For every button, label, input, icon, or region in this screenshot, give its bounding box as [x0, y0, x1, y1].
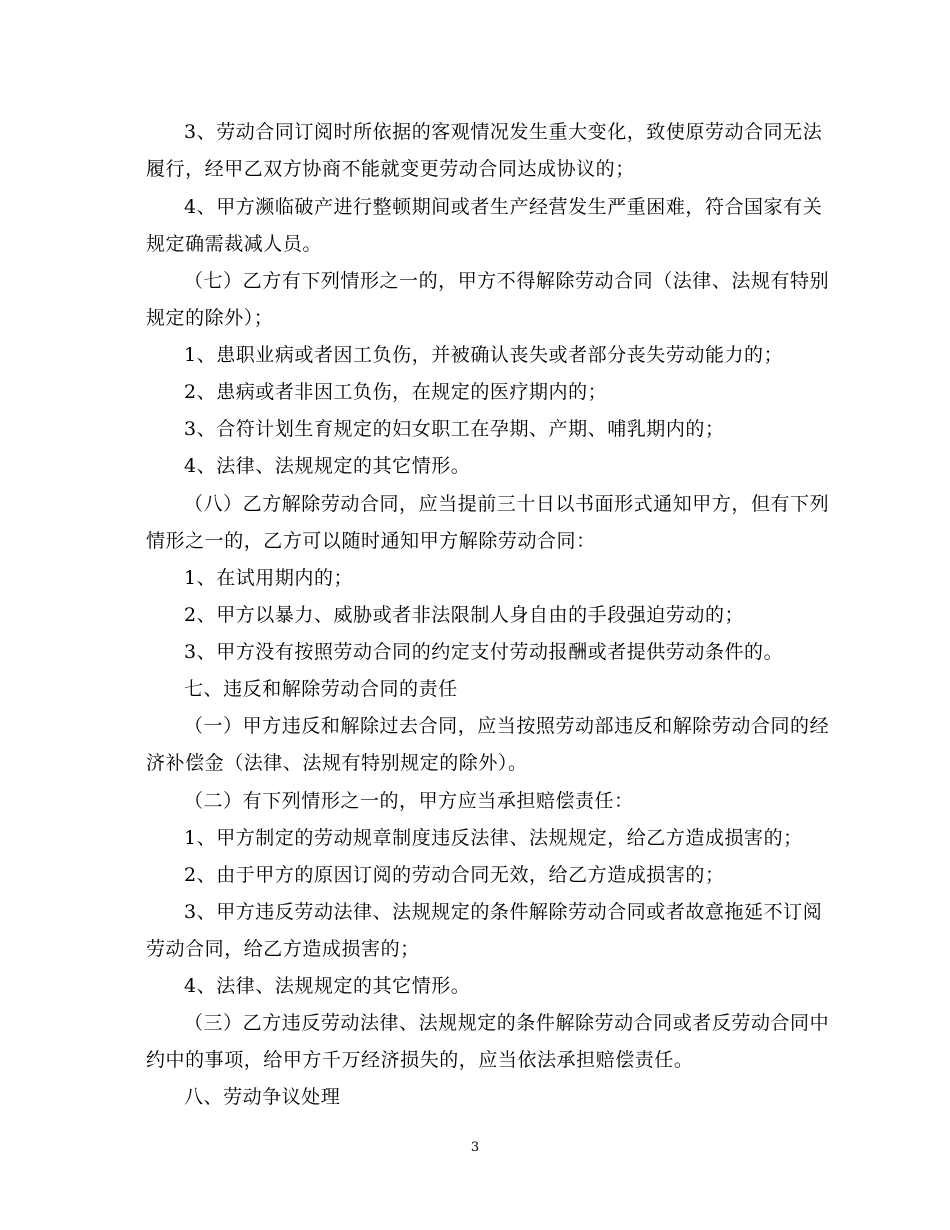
paragraph-line: 1、甲方制定的劳动规章制度违反法律、法规规定，给乙方造成损害的； — [184, 827, 803, 849]
paragraph-line: 2、患病或者非因工负伤，在规定的医疗期内的； — [184, 381, 608, 403]
paragraph-line: （三）乙方违反劳动法律、法规规定的条件解除劳动合同或者反劳动合同中 — [184, 1012, 830, 1034]
paragraph-line: 2、由于甲方的原因订阅的劳动合同无效，给乙方造成损害的； — [184, 864, 725, 886]
paragraph-line: 3、劳动合同订阅时所依据的客观情况发生重大变化，致使原劳动合同无法 — [184, 121, 823, 143]
paragraph-line: （七）乙方有下列情形之一的，甲方不得解除劳动合同（法律、法规有特别 — [184, 270, 830, 292]
page-number: 3 — [470, 1140, 480, 1155]
section-heading: 七、违反和解除劳动合同的责任 — [184, 678, 458, 700]
paragraph-line: 济补偿金（法律、法规有特别规定的除外）。 — [146, 752, 528, 774]
paragraph-line: 约中的事项，给甲方千万经济损失的，应当依法承担赔偿责任。 — [146, 1049, 694, 1071]
paragraph-line: 2、甲方以暴力、威胁或者非法限制人身自由的手段强迫劳动的； — [184, 604, 745, 626]
paragraph-line: 1、患职业病或者因工负伤，并被确认丧失或者部分丧失劳动能力的； — [184, 344, 784, 366]
paragraph-line: 1、在试用期内的； — [184, 567, 354, 589]
paragraph-line: 3、合符计划生育规定的妇女职工在孕期、产期、哺乳期内的； — [184, 418, 725, 440]
section-heading: 八、劳动争议处理 — [184, 1086, 341, 1108]
paragraph-line: 4、甲方濒临破产进行整顿期间或者生产经营发生严重困难，符合国家有关 — [184, 196, 823, 218]
paragraph-line: （八）乙方解除劳动合同，应当提前三十日以书面形式通知甲方，但有下列 — [184, 493, 830, 515]
paragraph-line: 3、甲方违反劳动法律、法规规定的条件解除劳动合同或者故意拖延不订阅 — [184, 901, 823, 923]
paragraph-line: 4、法律、法规规定的其它情形。 — [184, 455, 471, 477]
paragraph-line: 3、甲方没有按照劳动合同的约定支付劳动报酬或者提供劳动条件的。 — [184, 641, 784, 663]
paragraph-line: 4、法律、法规规定的其它情形。 — [184, 975, 471, 997]
paragraph-line: 规定的除外）； — [146, 307, 274, 329]
paragraph-line: 履行，经甲乙双方协商不能就变更劳动合同达成协议的； — [146, 158, 635, 180]
paragraph-line: （一）甲方违反和解除过去合同，应当按照劳动部违反和解除劳动合同的经 — [184, 715, 830, 737]
paragraph-line: （二）有下列情形之一的，甲方应当承担赔偿责任： — [184, 790, 634, 812]
paragraph-line: 劳动合同，给乙方造成损害的； — [146, 938, 420, 960]
paragraph-line: 情形之一的，乙方可以随时通知甲方解除劳动合同： — [146, 530, 596, 552]
paragraph-line: 规定确需裁减人员。 — [146, 233, 322, 255]
